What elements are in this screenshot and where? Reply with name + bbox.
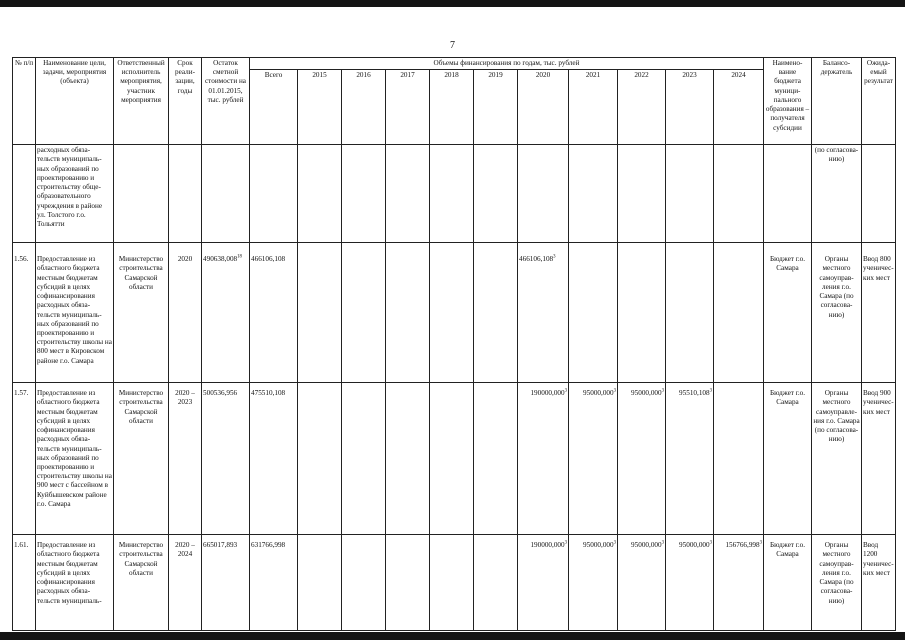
row-result: Ввод 900 ученичес-ких мест	[862, 383, 896, 535]
financing-table	[12, 57, 896, 631]
row-term: 2020 – 2023	[169, 383, 202, 535]
col-header-year: 2023	[666, 70, 714, 145]
col-header-name: Наименование цели, задачи, мероприятия (объекта)	[36, 58, 114, 145]
col-header-executor: Ответственный исполнитель мероприятия, участник мероприятия	[114, 58, 169, 145]
row-num: 1.57.	[13, 383, 36, 535]
row-y2022: 95000,000	[631, 389, 662, 398]
col-header-holder: Балансо-держатель	[812, 58, 862, 145]
continuation-holder: (по согласова-нию)	[812, 145, 862, 243]
row-y2020-footnote: 3	[564, 388, 567, 394]
col-header-result: Ожида-емый результат	[862, 58, 896, 145]
row-holder: Органы местного самоуправле-ния г.о. Самара (по согласова-нию)	[812, 383, 862, 535]
row-y2022: 95000,000	[631, 541, 662, 550]
continuation-name: расходных обяза-тельств муниципаль-ных образований по проектированию и строительству обще-образовательного учреждения в районе ул. Толстого г.о. Тольятти	[36, 145, 114, 243]
row-executor: Министерство строительства Самарской области	[114, 535, 169, 631]
col-header-year: 2018	[430, 70, 474, 145]
row-name: Предоставление из областного бюджета местным бюджетам субсидий в целях софинансирования расходных обяза-тельств муниципаль-ных образований по проектированию и строительству школы на 900 мест с бассейном в Куйбышевском районе г.о. Самара	[36, 383, 114, 535]
table-row-continuation	[13, 145, 896, 243]
row-term: 2020 – 2024	[169, 535, 202, 631]
top-black-border	[0, 0, 905, 7]
col-header-year: 2017	[386, 70, 430, 145]
col-header-year: 2016	[342, 70, 386, 145]
col-header-year: 2015	[298, 70, 342, 145]
row-y2021-footnote: 3	[613, 388, 616, 394]
row-total: 475510,108	[250, 383, 298, 535]
row-total: 631766,998	[250, 535, 298, 631]
row-y2021: 95000,000	[583, 389, 614, 398]
bottom-black-border	[0, 632, 905, 640]
page-number: 7	[450, 40, 455, 51]
table-row	[13, 535, 896, 631]
row-result: Ввод 1200 ученичес-ких мест	[862, 535, 896, 631]
col-header-year: 2020	[518, 70, 569, 145]
row-balance: 500536,956	[202, 383, 250, 535]
row-executor: Министерство строительства Самарской области	[114, 383, 169, 535]
row-budget: Бюджет г.о. Самара	[764, 383, 812, 535]
row-term: 2020	[169, 243, 202, 383]
table-row	[13, 383, 896, 535]
table-row	[13, 243, 896, 383]
row-balance-footnote: 18	[237, 254, 242, 260]
col-header-balance: Остаток сметной стоимости на 01.01.2015, тыс. рублей	[202, 58, 250, 145]
col-header-num: № п/п	[13, 58, 36, 145]
row-y2020-footnote: 3	[564, 540, 567, 546]
row-y2020-footnote: 3	[553, 254, 556, 260]
row-executor: Министерство строительства Самарской области	[114, 243, 169, 383]
row-y2024: 156766,998	[725, 541, 760, 550]
row-balance: 665017,893	[202, 535, 250, 631]
row-budget: Бюджет г.о. Самара	[764, 243, 812, 383]
row-y2022-footnote: 3	[661, 388, 664, 394]
row-y2022-footnote: 3	[661, 540, 664, 546]
row-y2024-footnote: 3	[759, 540, 762, 546]
col-header-budget: Наимено-вание бюджета муници-пального образования – получателя субсидии	[764, 58, 812, 145]
row-total: 466106,108	[250, 243, 298, 383]
row-holder: Органы местного самоуправ-ления г.о. Самара (по согласова-нию)	[812, 243, 862, 383]
col-header-year: 2024	[714, 70, 764, 145]
col-header-term: Срок реали-зации, годы	[169, 58, 202, 145]
row-name: Предоставление из областного бюджета местным бюджетам субсидий в целях софинансирования расходных обяза-тельств муниципаль-ных образований по проектированию и строительству школы на 800 мест в Кировском районе г.о. Самара	[36, 243, 114, 383]
row-y2020: 190000,000	[530, 541, 565, 550]
row-y2021: 95000,000	[583, 541, 614, 550]
row-y2020: 466106,108	[519, 255, 554, 264]
row-y2020: 190000,000	[530, 389, 565, 398]
row-holder: Органы местного самоуправ-ления г.о. Самара (по согласова-нию)	[812, 535, 862, 631]
row-name: Предоставление из областного бюджета местным бюджетам субсидий в целях софинансирования расходных обяза-тельств муниципаль-	[36, 535, 114, 631]
row-result: Ввод 800 ученичес-ких мест	[862, 243, 896, 383]
col-header-year: 2022	[618, 70, 666, 145]
row-y2023-footnote: 3	[709, 540, 712, 546]
row-balance: 490638,008	[203, 255, 238, 264]
row-num: 1.56.	[13, 243, 36, 383]
col-header-year: 2021	[569, 70, 618, 145]
col-header-funding: Объемы финансирования по годам, тыс. рублей	[250, 58, 764, 70]
row-budget: Бюджет г.о. Самара	[764, 535, 812, 631]
col-header-year: 2019	[474, 70, 518, 145]
col-header-total: Всего	[250, 70, 298, 145]
row-y2023-footnote: 3	[709, 388, 712, 394]
row-num: 1.61.	[13, 535, 36, 631]
header-row-1	[13, 58, 896, 70]
row-y2023: 95510,108	[679, 389, 710, 398]
row-y2023: 95000,000	[679, 541, 710, 550]
row-y2021-footnote: 3	[613, 540, 616, 546]
